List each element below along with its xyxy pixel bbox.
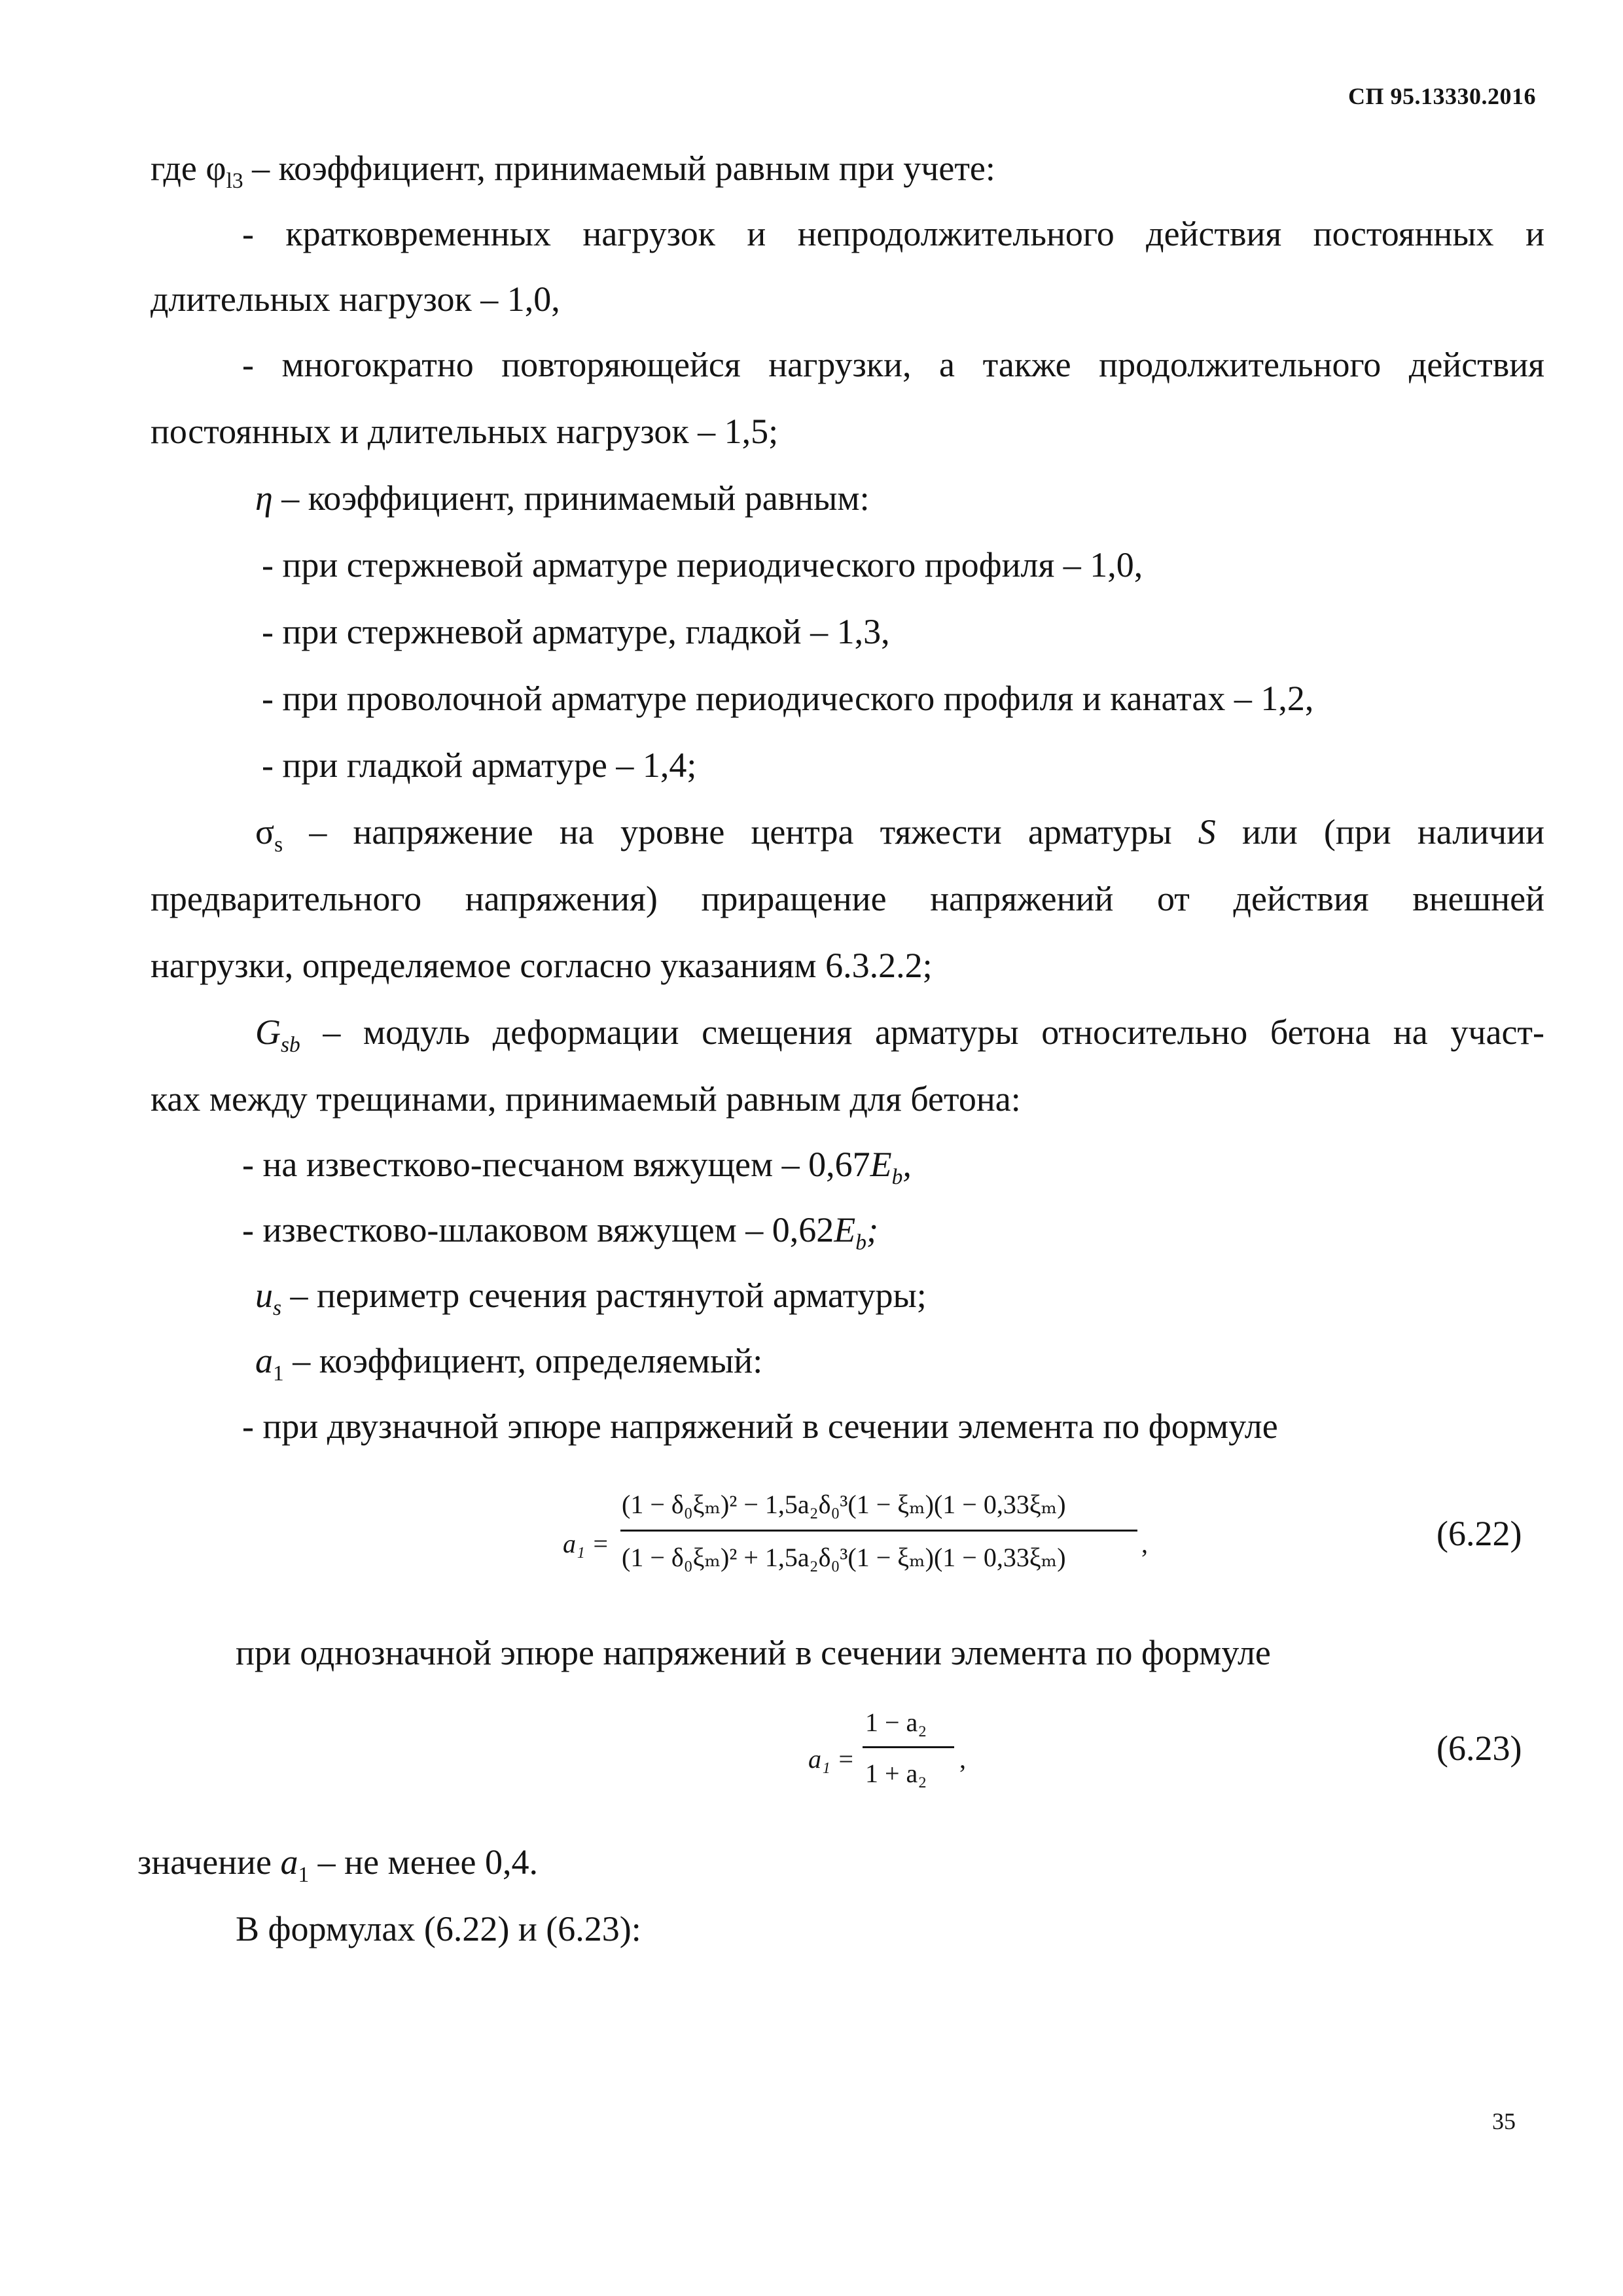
formula-6-23-lhs: a₁ = xyxy=(808,1744,855,1774)
text-line-18: $u_s$ – периметр сечения растянутой арматуры; xyxy=(255,1276,927,1320)
text-line-11: $\sigma_s$ – напряжение на уровне центра тяжести арматуры S или (при наличии xyxy=(255,812,1544,857)
formula-6-23-numerator: 1 − a₂ xyxy=(865,1708,927,1737)
text-line-5: постоянных и длительных нагрузок – 1,5; xyxy=(151,412,779,451)
text-line-10: - при гладкой арматуре – 1,4; xyxy=(262,745,697,785)
text-line-19: $a_1$ – коэффициент, определяемый: xyxy=(255,1341,763,1386)
formula-6-22-fraction-bar xyxy=(620,1530,1137,1532)
text-line-12: предварительного напряжения) приращение напряжений от действия внешней xyxy=(151,879,1544,918)
document-code: СП 95.13330.2016 xyxy=(1348,83,1536,109)
text-line-13: нагрузки, определяемое согласно указаниям 6.3.2.2; xyxy=(151,946,933,985)
text-line-23: В формулах (6.22) и (6.23): xyxy=(236,1909,641,1948)
text-line-9: - при проволочной арматуре периодического профиля и канатах – 1,2, xyxy=(262,679,1314,718)
formula-6-23-denominator: 1 + a₂ xyxy=(865,1759,927,1788)
text-line-3: длительных нагрузок – 1,0, xyxy=(151,279,560,319)
text-line-20: - при двузначной эпюре напряжений в сечении элемента по формуле xyxy=(242,1407,1278,1446)
text-line-8: - при стержневой арматуре, гладкой – 1,3, xyxy=(262,612,890,651)
text-line-1: где $\varphi_{l3}$ – коэффициент, принимаемый равным при учете: xyxy=(151,149,995,193)
text-line-7: - при стержневой арматуре периодического профиля – 1,0, xyxy=(262,545,1143,584)
formula-6-23-tail: , xyxy=(959,1744,966,1774)
page-number: 35 xyxy=(1492,2108,1516,2134)
text-line-2: - кратковременных нагрузок и непродолжительного действия постоянных и xyxy=(242,214,1544,253)
text-line-22: значение $a_1$ – не менее 0,4. xyxy=(137,1842,539,1887)
formula-6-22-tail: , xyxy=(1141,1529,1148,1558)
text-line-4: - многократно повторяющейся нагрузки, а также продолжительного действия xyxy=(242,345,1544,384)
equation-number-6-22: (6.22) xyxy=(1436,1514,1522,1553)
text-line-21: при однозначной эпюре напряжений в сечении элемента по формуле xyxy=(236,1633,1271,1672)
formula-6-22-numerator: (1 − δ₀ξₘ)² − 1,5a₂δ₀³(1 − ξₘ)(1 − 0,33ξₘ) xyxy=(622,1490,1066,1519)
formula-6-23-fraction-bar xyxy=(863,1746,954,1748)
formula-6-22-denominator: (1 − δ₀ξₘ)² + 1,5a₂δ₀³(1 − ξₘ)(1 − 0,33ξₘ) xyxy=(622,1543,1066,1572)
text-line-14: $G_{sb}$ – модуль деформации смещения арматуры относительно бетона на участ- xyxy=(255,1013,1544,1057)
text-line-15: ках между трещинами, принимаемый равным для бетона: xyxy=(151,1079,1021,1119)
equation-number-6-23: (6.23) xyxy=(1436,1729,1522,1768)
formula-6-22-lhs: a₁ = xyxy=(563,1529,609,1558)
text-line-17: - известково-шлаковом вяжущем – $0,62E_b$; xyxy=(242,1210,879,1255)
text-line-16: - на известково-песчаном вяжущем – $0,67E_b$, xyxy=(242,1145,912,1189)
text-line-6: η – коэффициент, принимаемый равным: xyxy=(255,478,870,518)
